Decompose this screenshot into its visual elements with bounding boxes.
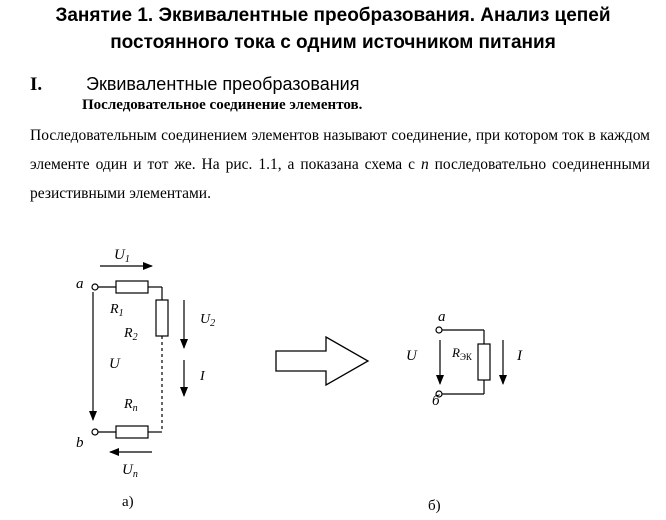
- label-u-a: U: [109, 356, 120, 372]
- label-u2: $U_2$: [200, 312, 216, 329]
- caption-b: б): [428, 498, 441, 514]
- label-r1: $R_1$: [110, 302, 124, 319]
- resistor-r2: [156, 300, 168, 336]
- title-line-2: постоянного тока с одним источником питания: [110, 32, 556, 53]
- subsection-title: Последовательное соединение элементов.: [82, 97, 363, 113]
- label-u-b: U: [406, 348, 417, 364]
- node-b-label-b: б: [432, 393, 440, 409]
- node-a-label: a: [76, 276, 84, 292]
- title-line-1: Занятие 1. Эквивалентные преобразования. Анализ цепей: [55, 5, 611, 26]
- resistor-rn: [116, 426, 148, 438]
- caption-a: а): [122, 494, 134, 510]
- label-i-a: I: [200, 369, 205, 384]
- resistor-rek: [478, 344, 490, 380]
- paragraph-n-symbol: n: [420, 156, 429, 173]
- section-number: I.: [30, 74, 43, 95]
- label-rek: $R_{ЭК}$: [452, 345, 472, 362]
- label-u1: $U_1$: [114, 247, 130, 265]
- schematic-a: [76, 247, 215, 510]
- node-b-terminal: [92, 429, 98, 435]
- node-a-label-b: a: [438, 309, 446, 325]
- schematic-b: [406, 309, 523, 514]
- node-b-label: b: [76, 435, 84, 451]
- paragraph-text-2: последовательно соединенными резистивными элементами.: [30, 156, 650, 202]
- resistor-r1: [116, 281, 148, 293]
- section-title: Эквивалентные преобразования: [86, 74, 360, 94]
- label-i-b: I: [517, 348, 522, 364]
- label-r2: $R_2$: [124, 326, 138, 343]
- label-rn: $R_n$: [124, 397, 138, 414]
- transform-arrow-icon: [276, 337, 368, 385]
- node-a-terminal: [92, 284, 98, 290]
- node-a-terminal-b: [436, 327, 442, 333]
- label-un: $U_n$: [122, 462, 138, 480]
- paragraph-text-1: Последовательным соединением элементов называют соединение, при котором ток в каждом элементе один и тот же. На рис. 1.1, а показана схема с: [30, 127, 650, 173]
